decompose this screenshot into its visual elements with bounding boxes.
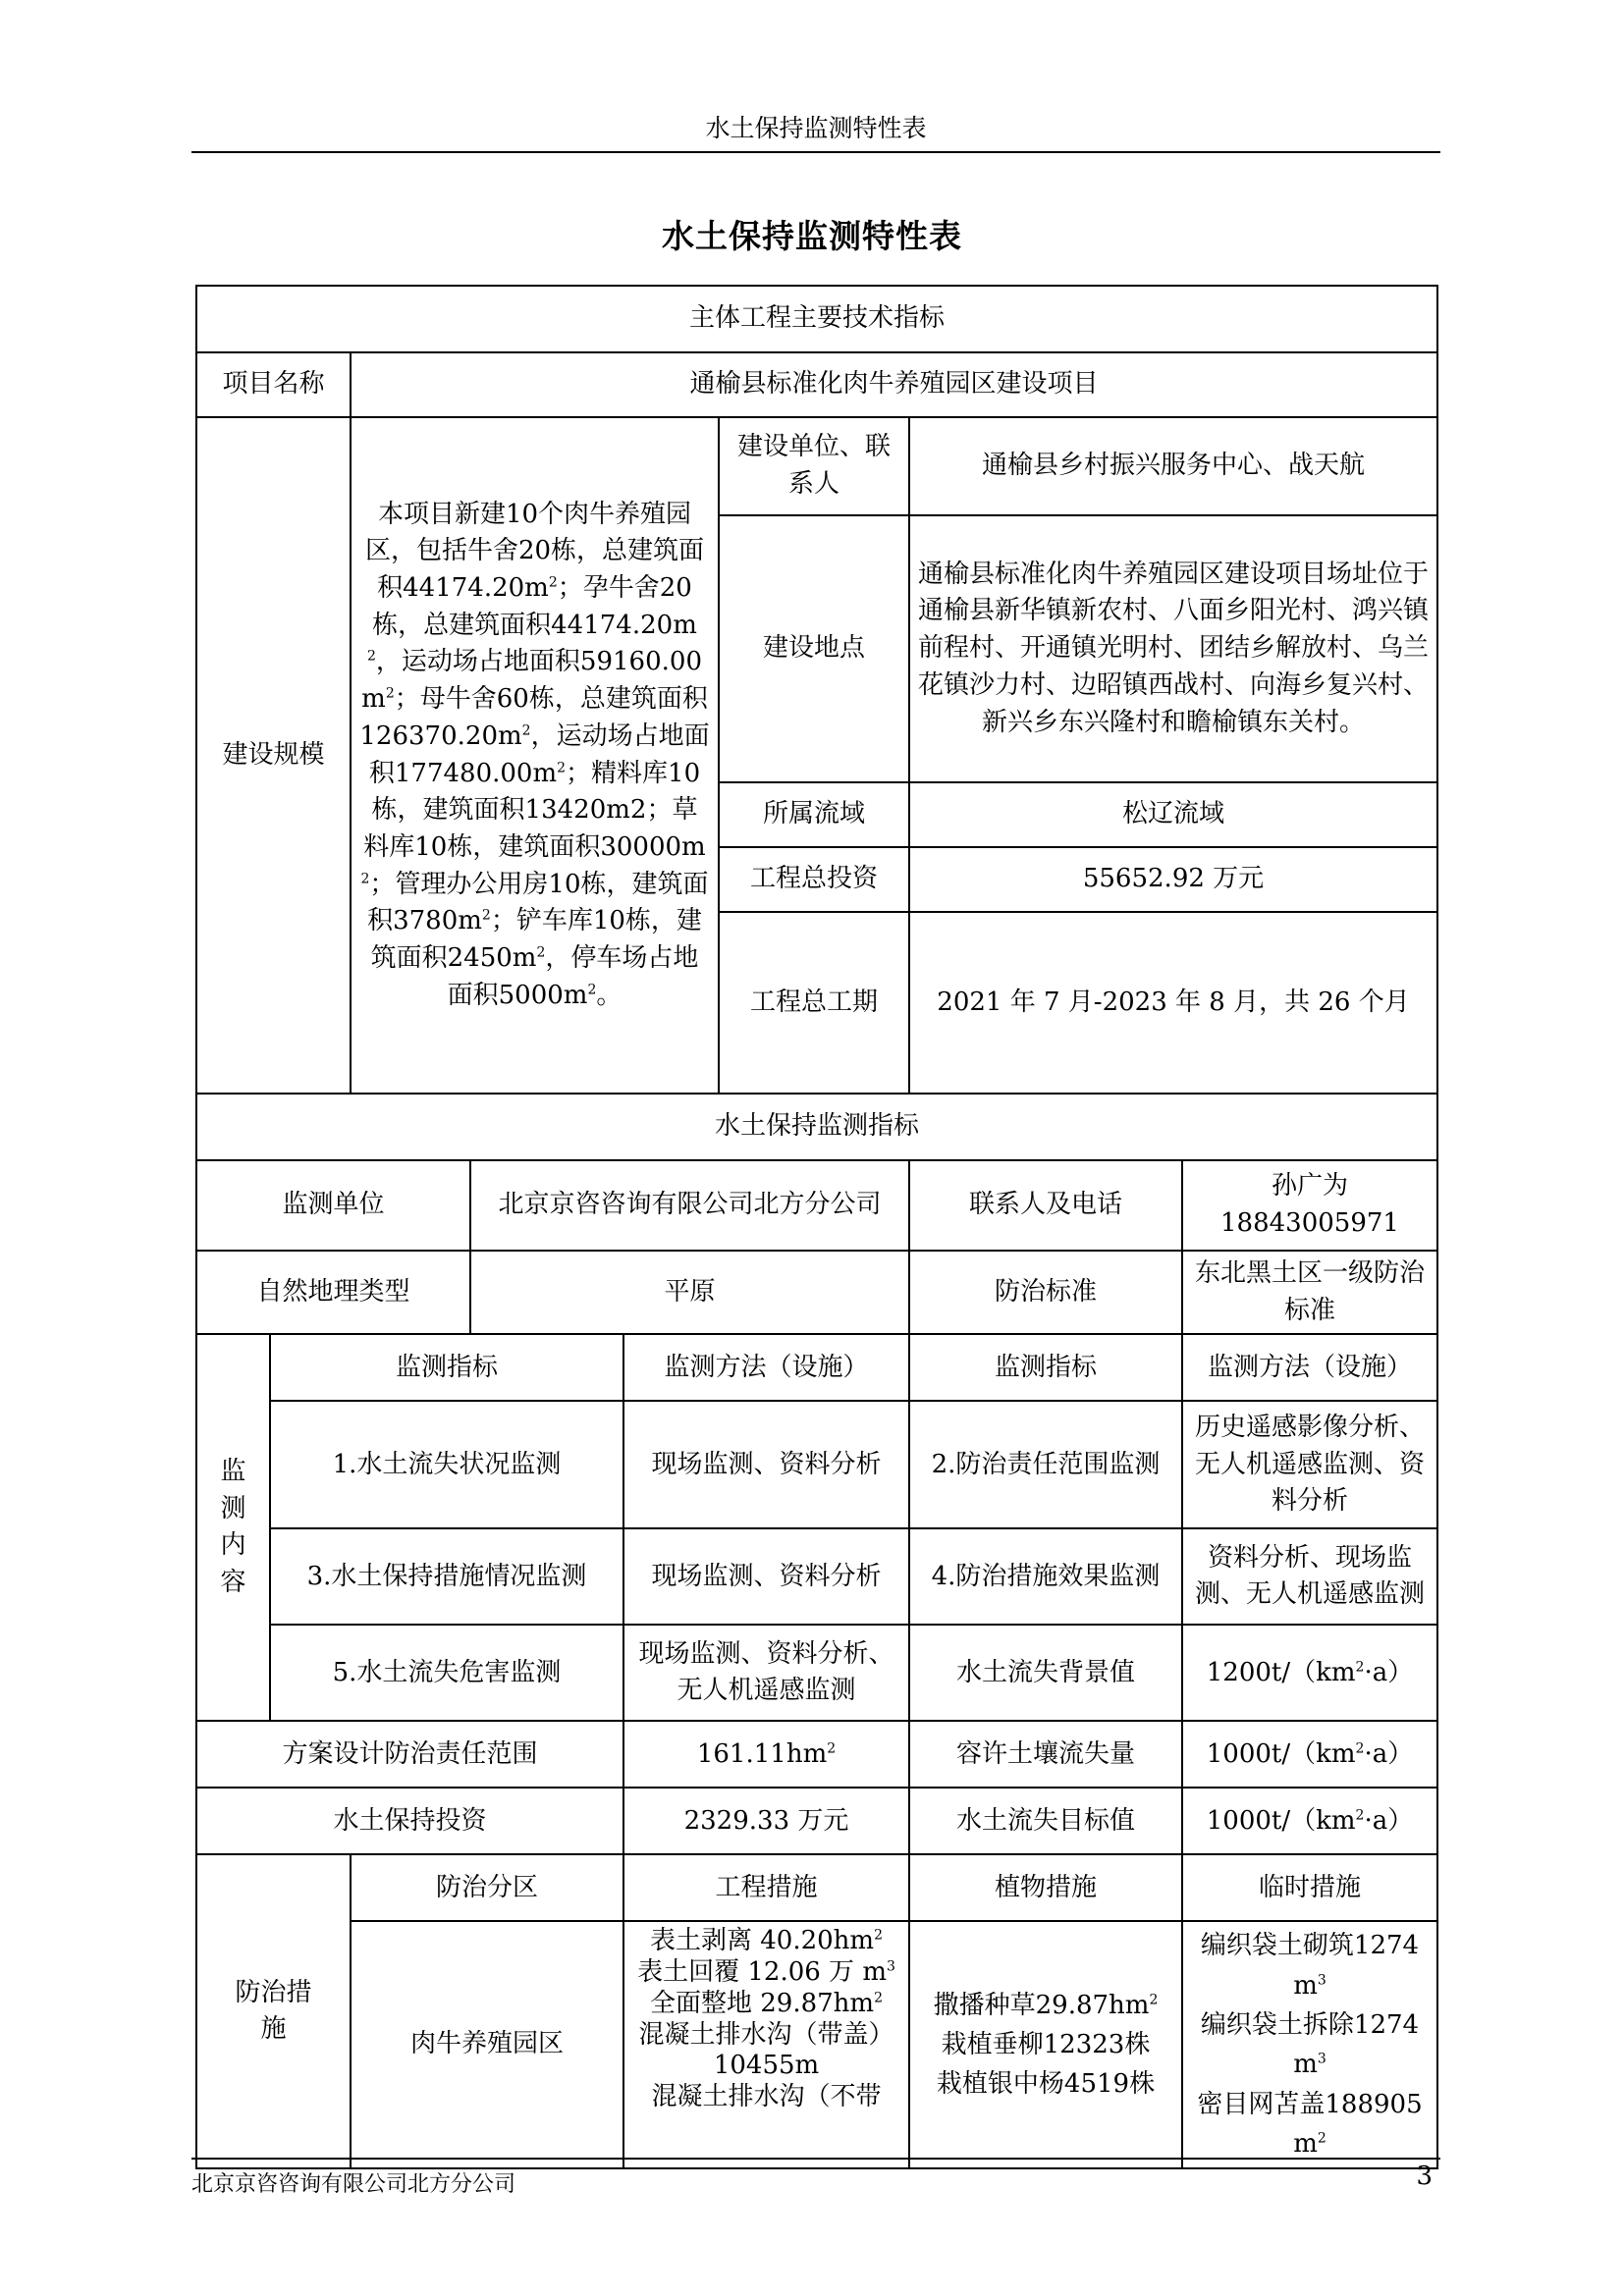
label-cell: 建设单位、联系人 xyxy=(719,417,909,515)
label-cell: 水土流失背景值 xyxy=(909,1625,1182,1721)
engineering-measures xyxy=(623,1921,909,2168)
superscript: 2 xyxy=(587,981,597,997)
column-header: 植物措施 xyxy=(909,1854,1182,1921)
monitor-unit-value: 北京京咨咨询有限公司北方分公司 xyxy=(470,1160,909,1251)
plant-item: 栽植垂柳12323株 xyxy=(941,2030,1151,2060)
section-heading: 主体工程主要技术指标 xyxy=(196,286,1437,352)
label-char: 容 xyxy=(220,1568,246,1598)
column-header: 临时措施 xyxy=(1182,1854,1437,1921)
table-row xyxy=(196,1334,1437,1401)
site-value: 通榆县标准化肉牛养殖园区建设项目场址位于通榆县新华镇新农村、八面乡阳光村、鸿兴镇前程村、开通镇光明村、团结乡解放村、乌兰花镇沙力村、边昭镇西战村、向海乡复兴村、新兴乡东兴隆村和瞻榆镇东关村。 xyxy=(909,515,1437,782)
table-row xyxy=(196,1160,1437,1251)
contact-name: 孙广为 xyxy=(1272,1171,1349,1201)
label-cell: 所属流域 xyxy=(719,782,909,847)
label-cell: 水土流失目标值 xyxy=(909,1788,1182,1854)
plant-item: 撒播种草$29.87hm^2$ xyxy=(933,1990,1159,2020)
label-cell: 建设地点 xyxy=(719,515,909,782)
superscript: 2 xyxy=(557,759,567,775)
document-title: 水土保持监测特性表 xyxy=(662,217,962,255)
indicator-cell: 4.防治措施效果监测 xyxy=(909,1528,1182,1625)
label-char: 内 xyxy=(220,1530,246,1561)
unit-value: 通榆县乡村振兴服务中心、战天航 xyxy=(909,417,1437,515)
measures-label xyxy=(196,1854,351,2168)
superscript: 2 xyxy=(481,907,491,924)
method-cell: 历史遥感影像分析、无人机遥感监测、资料分析 xyxy=(1182,1401,1437,1528)
label-char: 防治措 xyxy=(235,1977,312,2007)
table-row xyxy=(196,1625,1437,1721)
table-row xyxy=(196,286,1437,352)
eng-item: 表土剥离 $40.20hm^2$ xyxy=(649,1926,884,1956)
scale-text-part: 本项目新建10个肉牛养殖园区，包括牛舍20栋，总建筑面积44174.20m xyxy=(364,499,705,604)
temporary-measures xyxy=(1182,1921,1437,2168)
standard-value: 东北黑土区一级防治标准 xyxy=(1182,1251,1437,1334)
scale-text-part: ，运动场占地面积177480.00m xyxy=(368,721,710,788)
superscript: 2 xyxy=(548,574,558,591)
label-char: 监 xyxy=(220,1457,246,1486)
plant-item: 栽植银中杨4519株 xyxy=(936,2069,1156,2100)
method-cell: 现场监测、资料分析、无人机遥感监测 xyxy=(623,1625,909,1721)
swc-invest-value: 2329.33 万元 xyxy=(623,1788,909,1854)
label-cell: 容许土壤流失量 xyxy=(909,1721,1182,1788)
background-value: $1200t/(km^2\cdot a)$ xyxy=(1182,1625,1437,1721)
label-cell: 方案设计防治责任范围 xyxy=(196,1721,623,1788)
superscript: 2 xyxy=(521,722,531,739)
temp-item: 密目网苫盖$188905m^2$ xyxy=(1197,2089,1423,2159)
scale-description xyxy=(351,417,719,1094)
scale-text-part: ；铲车库10栋，建筑面积2450m xyxy=(370,906,702,973)
plant-measures xyxy=(909,1921,1182,2168)
column-header: 防治分区 xyxy=(351,1854,623,1921)
indicator-cell: 3.水土保持措施情况监测 xyxy=(270,1528,623,1625)
eng-item: 混凝土排水沟（带盖）10455m xyxy=(638,2019,894,2081)
label-cell: 建设规模 xyxy=(196,417,351,1094)
table-row xyxy=(196,1788,1437,1854)
label-cell: 工程总工期 xyxy=(719,912,909,1094)
label-cell: 联系人及电话 xyxy=(909,1160,1182,1251)
indicator-cell: 2.防治责任范围监测 xyxy=(909,1401,1182,1528)
superscript: 2 xyxy=(385,685,395,702)
label-cell: 监测单位 xyxy=(196,1160,470,1251)
period-value: 2021 年 7 月-2023 年 8 月，共 26 个月 xyxy=(909,912,1437,1094)
target-value: $1000t/(km^2\cdot a)$ xyxy=(1182,1788,1437,1854)
characteristics-table xyxy=(195,285,1438,2169)
column-header: 监测方法（设施） xyxy=(623,1334,909,1401)
table-row xyxy=(196,1094,1437,1160)
method-cell: 现场监测、资料分析 xyxy=(623,1528,909,1625)
label-char: 测 xyxy=(220,1493,246,1523)
geography-value: 平原 xyxy=(470,1251,909,1334)
table-row xyxy=(196,417,1437,515)
scale-text-part: ；孕牛舍20栋，总建筑面积44174.20m xyxy=(372,573,697,640)
eng-item: 全面整地 $29.87hm^2$ xyxy=(649,1988,884,2018)
superscript: 2 xyxy=(367,648,376,665)
table-row xyxy=(196,1854,1437,1921)
section-heading: 水土保持监测指标 xyxy=(196,1094,1437,1160)
allow-value: $1000t/(km^2\cdot a)$ xyxy=(1182,1721,1437,1788)
scale-text-part: ；精料库10栋，建筑面积13420m2；草料库10栋，建筑面积30000m xyxy=(363,758,706,862)
column-header: 监测指标 xyxy=(270,1334,623,1401)
temp-item: 编织袋土拆除$1274m^3$ xyxy=(1200,2009,1420,2080)
table-row xyxy=(196,1251,1437,1334)
temp-item: 编织袋土砌筑$1274m^3$ xyxy=(1200,1931,1420,2001)
project-name: 通榆县标准化肉牛养殖园区建设项目 xyxy=(351,352,1437,417)
indicator-cell: 5.水土流失危害监测 xyxy=(270,1625,623,1721)
table-row xyxy=(196,1921,1437,2168)
column-header: 工程措施 xyxy=(623,1854,909,1921)
zone-cell: 肉牛养殖园区 xyxy=(351,1921,623,2168)
basin-value: 松辽流域 xyxy=(909,782,1437,847)
contact-value xyxy=(1182,1160,1437,1251)
table-row xyxy=(196,1528,1437,1625)
label-char: 施 xyxy=(260,2014,287,2045)
table-row xyxy=(196,352,1437,417)
page-header: 水土保持监测特性表 xyxy=(191,106,1440,153)
label-cell: 水土保持投资 xyxy=(196,1788,623,1854)
label-cell: 工程总投资 xyxy=(719,847,909,912)
label-cell: 防治标准 xyxy=(909,1251,1182,1334)
scope-value: $161.11hm^2$ xyxy=(623,1721,909,1788)
page-footer xyxy=(191,2158,1440,2197)
label-cell: 项目名称 xyxy=(196,352,351,417)
indicator-cell: 1.水土流失状况监测 xyxy=(270,1401,623,1528)
investment-value: 55652.92 万元 xyxy=(909,847,1437,912)
column-header: 监测方法（设施） xyxy=(1182,1334,1437,1401)
contact-phone: 18843005971 xyxy=(1220,1208,1399,1238)
method-cell: 现场监测、资料分析 xyxy=(623,1401,909,1528)
scale-text-part: ，运动场占地面积59160.00m xyxy=(361,647,702,715)
eng-item: 表土回覆 12.06 万 $m^3$ xyxy=(637,1957,895,1988)
label-cell: 自然地理类型 xyxy=(196,1251,470,1334)
superscript: 2 xyxy=(360,870,370,886)
monitoring-content-label xyxy=(196,1334,270,1721)
footer-company: 北京京咨咨询有限公司北方分公司 xyxy=(191,2172,516,2197)
scale-text-part: 。 xyxy=(596,980,623,1010)
page-number: 3 xyxy=(1416,2162,1433,2191)
scale-text-part: ，停车场占地面积5000m xyxy=(447,942,699,1010)
method-cell: 资料分析、现场监测、无人机遥感监测 xyxy=(1182,1528,1437,1625)
column-header: 监测指标 xyxy=(909,1334,1182,1401)
table-row xyxy=(196,1721,1437,1788)
superscript: 2 xyxy=(536,944,546,961)
scale-text-part: ；管理办公用房10栋，建筑面积3780m xyxy=(367,869,709,936)
scale-text-part: ；母牛舍60栋，总建筑面积126370.20m xyxy=(359,684,708,751)
eng-item: 混凝土排水沟（不带 xyxy=(651,2081,882,2111)
table-row xyxy=(196,1401,1437,1528)
